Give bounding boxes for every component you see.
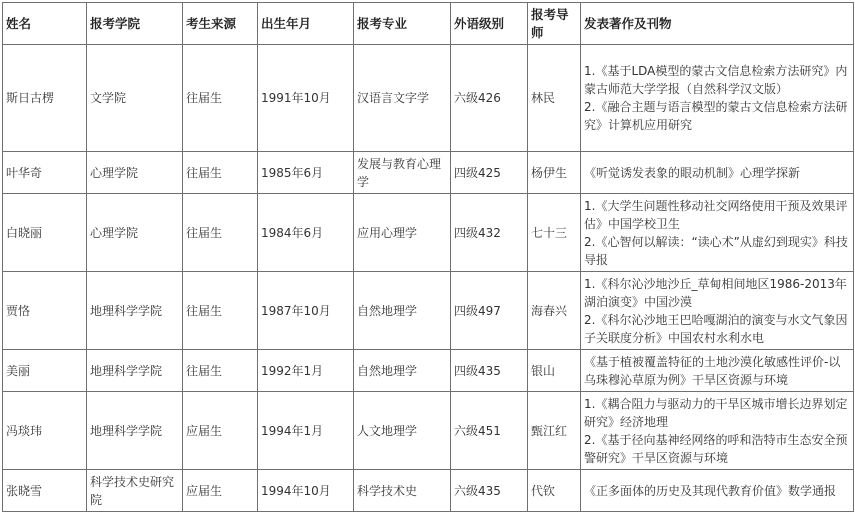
cell-name: 美丽 — [3, 350, 87, 392]
cell-language: 四级425 — [451, 152, 528, 194]
cell-publications — [581, 152, 854, 194]
table-row — [3, 272, 854, 350]
cell-name: 叶华奇 — [3, 152, 87, 194]
cell-publications — [581, 392, 854, 470]
cell-advisor: 银山 — [528, 350, 581, 392]
publication-entry: 1.《大学生问题性移动社交网络使用干预及效果评估》中国学校卫生 — [584, 198, 848, 231]
publication-entry: 1.《科尔沁沙地沙丘_草甸相间地区1986-2013年湖泊演变》中国沙漠 — [584, 276, 847, 309]
header-language: 外语级别 — [451, 3, 528, 45]
table-row — [3, 350, 854, 392]
cell-name: 白晓丽 — [3, 194, 87, 272]
cell-major: 自然地理学 — [354, 272, 451, 350]
cell-birth: 1985年6月 — [258, 152, 354, 194]
cell-birth: 1992年1月 — [258, 350, 354, 392]
cell-source: 往届生 — [183, 194, 258, 272]
cell-advisor: 代钦 — [528, 470, 581, 512]
cell-publications — [581, 350, 854, 392]
cell-language: 六级435 — [451, 470, 528, 512]
cell-publications — [581, 470, 854, 512]
cell-name: 张晓雪 — [3, 470, 87, 512]
publication-entry: 1.《基于LDA模型的蒙古文信息检索方法研究》内蒙古师范大学学报（自然科学汉文版） — [584, 64, 848, 96]
cell-major: 人文地理学 — [354, 392, 451, 470]
cell-birth: 1994年1月 — [258, 392, 354, 470]
cell-source: 往届生 — [183, 45, 258, 152]
publication-entry: 《正多面体的历史及其现代教育价值》数学通报 — [584, 483, 837, 498]
cell-advisor: 林民 — [528, 45, 581, 152]
cell-publications — [581, 272, 854, 350]
cell-name: 冯琰玮 — [3, 392, 87, 470]
table-row — [3, 470, 854, 512]
publication-entry: 2.《基于径向基神经网络的呼和浩特市生态安全预警研究》干旱区资源与环境 — [584, 432, 848, 465]
cell-college: 地理科学学院 — [87, 350, 183, 392]
publication-entry: 《基于植被覆盖特征的土地沙漠化敏感性评价-以乌珠穆沁草原为例》干旱区资源与环境 — [584, 354, 841, 387]
cell-source: 往届生 — [183, 272, 258, 350]
cell-language: 四级432 — [451, 194, 528, 272]
cell-language: 六级426 — [451, 45, 528, 152]
cell-college: 心理学院 — [87, 194, 183, 272]
header-name: 姓名 — [3, 3, 87, 45]
table-row — [3, 194, 854, 272]
header-publications: 发表著作及刊物 — [581, 3, 854, 45]
publication-entry: 2.《融合主题与语言模型的蒙古文信息检索方法研究》计算机应用研究 — [584, 100, 848, 132]
table-row — [3, 45, 854, 152]
admission-table — [2, 2, 854, 512]
publication-entry: 2.《心智何以解读：“读心术”从虚幻到现实》科技导报 — [584, 234, 848, 267]
cell-advisor: 杨伊生 — [528, 152, 581, 194]
cell-major: 科学技术史 — [354, 470, 451, 512]
cell-major: 应用心理学 — [354, 194, 451, 272]
header-birth: 出生年月 — [258, 3, 354, 45]
cell-birth: 1994年10月 — [258, 470, 354, 512]
cell-advisor: 海春兴 — [528, 272, 581, 350]
cell-college: 地理科学学院 — [87, 392, 183, 470]
cell-birth: 1991年10月 — [258, 45, 354, 152]
cell-advisor: 甄江红 — [528, 392, 581, 470]
publication-entry: 2.《科尔沁沙地王巴哈嘎湖泊的演变与水文气象因子关联度分析》中国农村水利水电 — [584, 312, 848, 345]
cell-source: 往届生 — [183, 350, 258, 392]
cell-language: 四级435 — [451, 350, 528, 392]
cell-major: 汉语言文字学 — [354, 45, 451, 152]
header-major: 报考专业 — [354, 3, 451, 45]
cell-birth: 1987年10月 — [258, 272, 354, 350]
publication-entry: 1.《耦合阻力与驱动力的干旱区城市增长边界划定研究》经济地理 — [584, 396, 848, 429]
header-source: 考生来源 — [183, 3, 258, 45]
cell-college: 科学技术史研究院 — [87, 470, 183, 512]
cell-birth: 1984年6月 — [258, 194, 354, 272]
cell-publications — [581, 194, 854, 272]
cell-college: 地理科学学院 — [87, 272, 183, 350]
cell-college: 文学院 — [87, 45, 183, 152]
cell-publications — [581, 45, 854, 152]
cell-advisor: 七十三 — [528, 194, 581, 272]
header-college: 报考学院 — [87, 3, 183, 45]
table-row — [3, 152, 854, 194]
cell-college: 心理学院 — [87, 152, 183, 194]
publication-entry: 《听觉诱发表象的眼动机制》心理学探新 — [584, 165, 801, 180]
header-row — [3, 3, 854, 45]
cell-source: 应届生 — [183, 470, 258, 512]
cell-name: 贾恪 — [3, 272, 87, 350]
cell-language: 六级451 — [451, 392, 528, 470]
header-advisor: 报考导师 — [528, 3, 581, 45]
cell-source: 应届生 — [183, 392, 258, 470]
table-row — [3, 392, 854, 470]
cell-source: 往届生 — [183, 152, 258, 194]
cell-language: 四级497 — [451, 272, 528, 350]
cell-name: 斯日古楞 — [3, 45, 87, 152]
cell-major: 自然地理学 — [354, 350, 451, 392]
cell-major: 发展与教育心理学 — [354, 152, 451, 194]
